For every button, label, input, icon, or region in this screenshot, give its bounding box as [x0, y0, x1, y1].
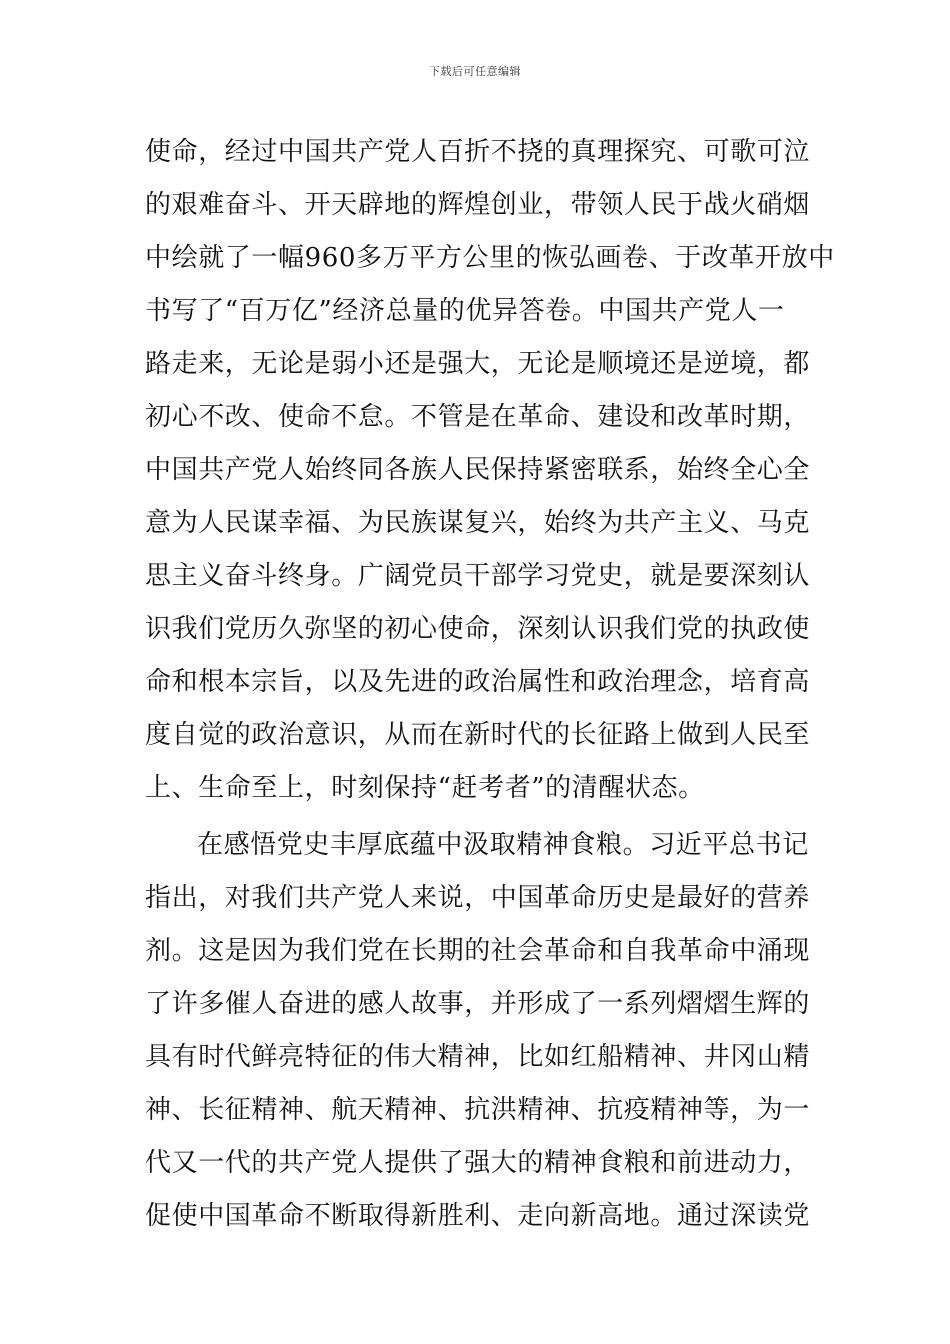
paragraph-line: 初心不改、使命不怠。不管是在革命、建设和改革时期， [145, 402, 811, 432]
paragraph-line: 度自觉的政治意识，从而在新时代的长征路上做到人民至 [145, 720, 811, 750]
paragraph-line: 代又一代的共产党人提供了强大的精神食粮和前进动力， [145, 1148, 811, 1178]
paragraph-1 [145, 126, 835, 815]
paragraph-2 [145, 819, 811, 1243]
paragraph-line: 上、生命至上，时刻保持“赶考者”的清醒状态。 [145, 773, 705, 803]
paragraph-line: 书写了“百万亿”经济总量的优异答卷。中国共产党人一 [145, 296, 785, 326]
paragraph-line: 促使中国革命不断取得新胜利、走向新高地。通过深读党 [145, 1201, 811, 1231]
paragraph-line: 使命，经过中国共产党人百折不挠的真理探究、可歌可泣 [145, 137, 811, 167]
paragraph-line: 思主义奋斗终身。广阔党员干部学习党史，就是要深刻认 [145, 561, 811, 591]
paragraph-first-line: 在感悟党史丰厚底蕴中汲取精神食粮。习近平总书记 [197, 830, 809, 860]
paragraph-line: 神、长征精神、航天精神、抗洪精神、抗疫精神等，为一 [145, 1095, 811, 1125]
paragraph-line: 命和根本宗旨，以及先进的政治属性和政治理念，培育高 [145, 667, 811, 697]
paragraph-line: 剂。这是因为我们党在长期的社会革命和自我革命中涌现 [145, 936, 811, 966]
paragraph-line: 中绘就了一幅960多万平方公里的恢弘画卷、于改革开放中 [145, 243, 835, 273]
paragraph-line: 中国共产党人始终同各族人民保持紧密联系，始终全心全 [145, 455, 811, 485]
paragraph-line: 了许多催人奋进的感人故事，并形成了一系列熠熠生辉的 [145, 989, 811, 1019]
paragraph-line: 意为人民谋幸福、为民族谋复兴，始终为共产主义、马克 [145, 508, 811, 538]
paragraph-line: 识我们党历久弥坚的初心使命，深刻认识我们党的执政使 [145, 614, 811, 644]
page-header: 下载后可任意编辑 [429, 65, 521, 78]
paragraph-line: 的艰难奋斗、开天辟地的辉煌创业，带领人民于战火硝烟 [145, 190, 811, 220]
paragraph-line: 指出，对我们共产党人来说，中国革命历史是最好的营养 [145, 883, 811, 913]
paragraph-line: 路走来，无论是弱小还是强大，无论是顺境还是逆境，都 [145, 349, 811, 379]
paragraph-line: 具有时代鲜亮特征的伟大精神，比如红船精神、井冈山精 [145, 1042, 811, 1072]
